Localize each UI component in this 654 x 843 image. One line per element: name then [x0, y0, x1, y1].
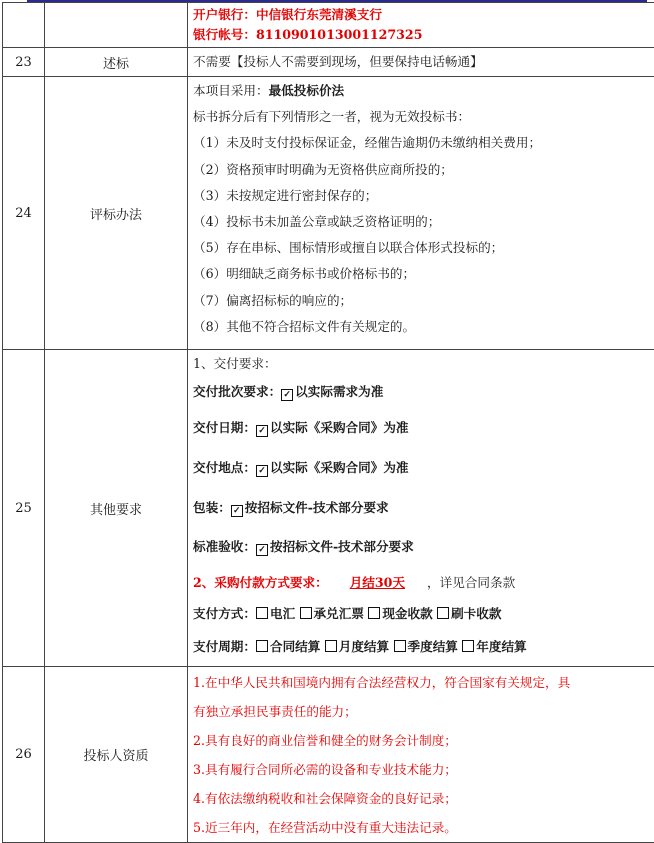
- unchecked-box-icon: [462, 640, 474, 652]
- qualification-item: 4.有依法缴纳税收和社会保障资金的良好记录；: [193, 791, 457, 806]
- invalid-item: （3）未按规定进行密封保存的；: [193, 187, 378, 203]
- qualification-item: 2.具有良好的商业信誉和健全的财务会计制度；: [193, 733, 457, 748]
- row-title: 述标: [45, 48, 188, 77]
- unchecked-box-icon: [256, 640, 268, 652]
- qualification-item: 1.在中华人民共和国境内拥有合法经营权力，符合国家有关规定，具: [193, 675, 571, 690]
- invalid-item: （1）未及时支付投标保证金，经催告逾期仍未缴纳相关费用；: [193, 135, 542, 151]
- row-number: 26: [3, 667, 45, 843]
- bid-presentation-text: 不需要【投标人不需要到现场，但要保持电话畅通】: [193, 54, 483, 69]
- row-25-content: [188, 350, 654, 667]
- payment-term: 月结30天: [349, 575, 406, 590]
- payment-requirement-line: 2、采购付款方式要求： 月结30天 ，详见合同条款: [193, 575, 516, 590]
- row-23-content: [188, 48, 654, 77]
- delivery-date-line: 交付日期： ✓ 以实际《采购合同》为准: [193, 420, 409, 436]
- checked-box-icon: ✓: [256, 544, 268, 556]
- evaluation-method-line: 本项目采用：最低投标价法: [193, 83, 345, 98]
- table-row-bank: [3, 3, 654, 48]
- packaging-line: 包装： ✓ 按招标文件-技术部分要求: [193, 500, 389, 516]
- unchecked-box-icon: [437, 607, 449, 619]
- row-number: 23: [3, 48, 45, 77]
- unchecked-box-icon: [256, 607, 268, 619]
- invalid-item: （7）偏离招标标的响应的；: [193, 292, 353, 308]
- table-row-24: [3, 77, 654, 350]
- bank-info-cell: [188, 3, 654, 48]
- checked-box-icon: ✓: [256, 425, 268, 437]
- row-number: 25: [3, 350, 45, 667]
- row-title: 其他要求: [45, 350, 188, 667]
- account-line: 银行帐号：8110901013001127325: [193, 27, 423, 42]
- invalid-item: （4）投标书未加盖公章或缺乏资格证明的；: [193, 214, 441, 230]
- table-row-23: [3, 48, 654, 77]
- qualification-item: 3.具有履行合同所必需的设备和专业技术能力；: [193, 762, 457, 777]
- invalid-item: （8）其他不符合招标文件有关规定的。: [193, 318, 416, 334]
- delivery-place-line: 交付地点： ✓ 以实际《采购合同》为准: [193, 460, 409, 476]
- invalid-item: （2）资格预审时明确为无资格供应商所投的；: [193, 161, 453, 177]
- invalid-item: （6）明细缺乏商务标书或价格标书的；: [193, 266, 416, 282]
- qualification-item: 5.近三年内，在经营活动中没有重大违法记录。: [193, 820, 457, 835]
- unchecked-box-icon: [394, 640, 406, 652]
- delivery-title: 1、交付要求：: [193, 356, 277, 371]
- table-row-25: [3, 350, 654, 667]
- payment-cycle-line: 支付周期： 合同结算 月度结算 季度结算 年度结算: [193, 639, 527, 654]
- delivery-batch-line: 交付批次要求： ✓ 以实际需求为准: [193, 384, 384, 400]
- row-title: 评标办法: [45, 77, 188, 350]
- unchecked-box-icon: [325, 640, 337, 652]
- checked-box-icon: ✓: [256, 465, 268, 477]
- unchecked-box-icon: [368, 607, 380, 619]
- acceptance-line: 标准验收： ✓ 按招标文件-技术部分要求: [193, 539, 414, 555]
- invalid-bid-intro: 标书拆分后有下列情形之一者，视为无效投标书：: [193, 109, 471, 125]
- unchecked-box-icon: [300, 607, 312, 619]
- table-row-26: [3, 667, 654, 843]
- row-name-cell: [45, 3, 188, 48]
- qualification-item: 有独立承担民事责任的能力；: [193, 704, 357, 719]
- checked-box-icon: ✓: [281, 389, 293, 401]
- open-bank-line: 开户银行：中信银行东莞清溪支行: [193, 7, 382, 22]
- row-title: 投标人资质: [45, 667, 188, 843]
- checked-box-icon: ✓: [231, 505, 243, 517]
- invalid-item: （5）存在串标、围标情形或擅自以联合体形式投标的；: [193, 240, 504, 256]
- tender-terms-table: [2, 2, 654, 843]
- row-number: 24: [3, 77, 45, 350]
- row-24-content: [188, 77, 654, 350]
- payment-method-line: 支付方式： 电汇 承兑汇票 现金收款 刷卡收款: [193, 606, 502, 621]
- row-26-content: [188, 667, 654, 843]
- row-number-cell: [3, 3, 45, 48]
